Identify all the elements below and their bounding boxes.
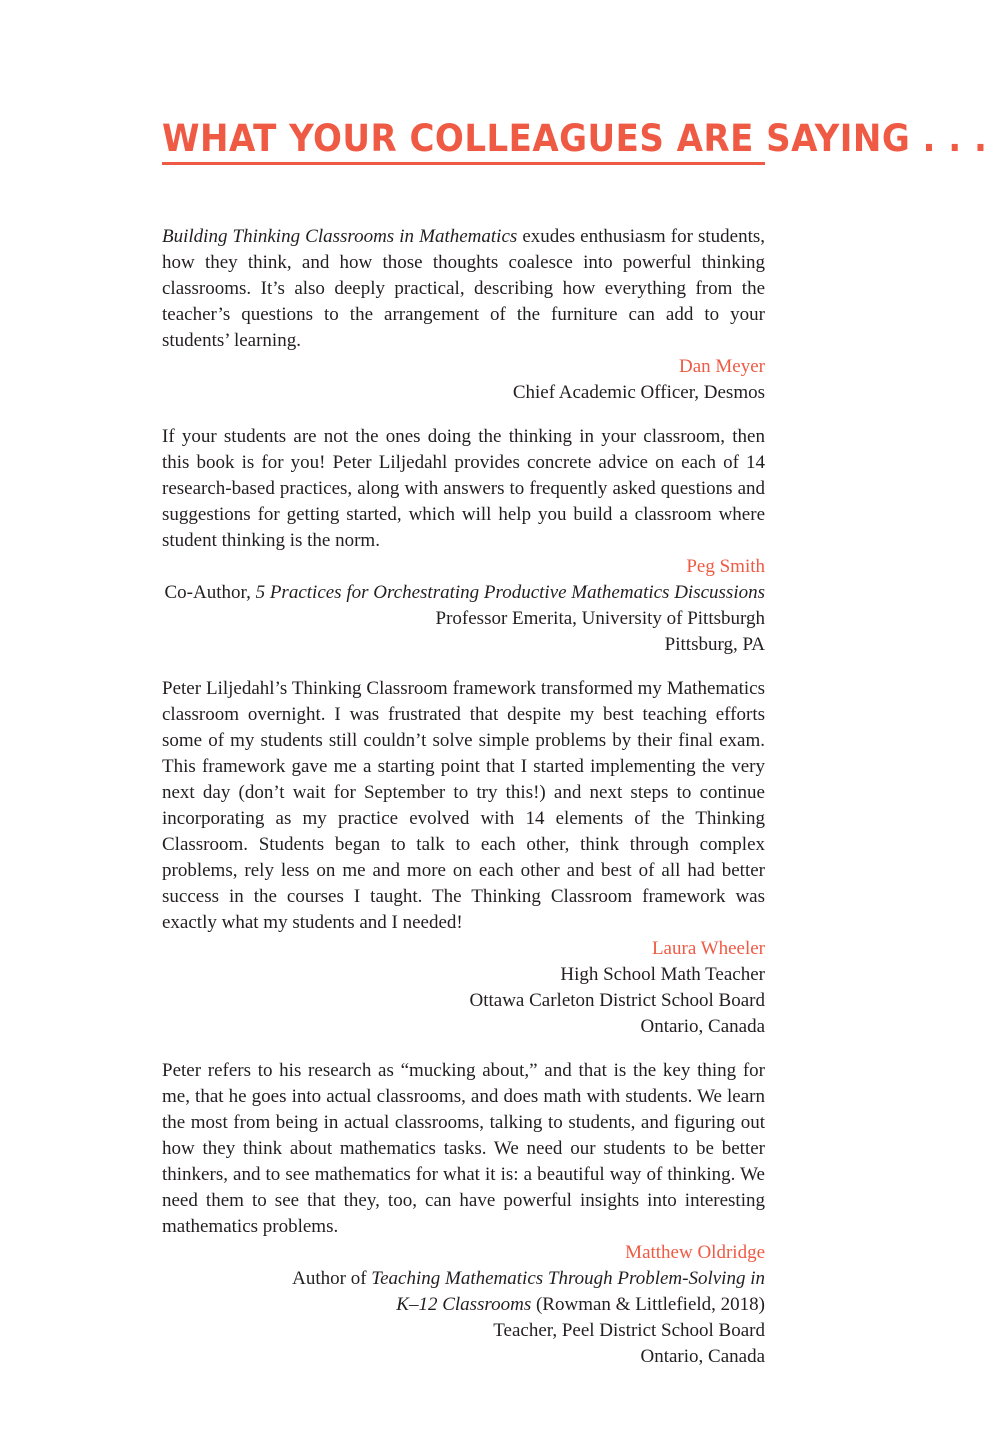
heading-underline bbox=[162, 162, 765, 165]
testimonial-author-location: Pittsburg, PA bbox=[664, 634, 765, 655]
testimonial-laura-wheeler bbox=[162, 676, 765, 1040]
testimonial-author-name: Peg Smith bbox=[686, 556, 765, 577]
page-heading: WHAT YOUR COLLEAGUES ARE SAYING . . . bbox=[162, 117, 988, 160]
testimonial-author-affiliation: Ottawa Carleton District School Board bbox=[469, 990, 765, 1011]
testimonial-author-role: High School Math Teacher bbox=[560, 964, 765, 985]
testimonial-author-affiliation: Professor Emerita, University of Pittsburgh bbox=[435, 608, 765, 629]
testimonial-author-name: Dan Meyer bbox=[679, 356, 765, 377]
testimonial-text: Peter Liljedahl’s Thinking Classroom framework transformed my Mathematics classroom overnight. I was frustrated that despite my best teaching efforts some of my students still couldn’t solve simple problems by their final exam. This framework gave me a starting point that I started implementing the very next day (don’t wait for September to try this!) and next steps to continue incorporating as my practice evolved with 14 elements of the Thinking Classroom. Students began to talk to each other, think through complex problems, rely less on me and more on each other and best of all had better success in the courses I taught. The Thinking Classroom framework was exactly what my students and I needed! bbox=[162, 678, 765, 933]
testimonial-author-name: Laura Wheeler bbox=[651, 938, 765, 959]
testimonial-author-role: Author of Teaching Mathematics Through Problem-Solving in bbox=[292, 1268, 765, 1289]
testimonial-text: Peter refers to his research as “mucking about,” and that is the key thing for me, that he goes into actual classrooms, and does math with students. We learn the most from being in actual classrooms, talking to students, and figuring out how they think about mathematics tasks. We need our students to be better thinkers, and to see mathematics for what it is: a beautiful way of thinking. We need them to see that they, too, can have powerful insights into interesting mathematics problems. bbox=[162, 1060, 765, 1237]
testimonial-author-role: Chief Academic Officer, Desmos bbox=[512, 382, 765, 403]
book-title: Building Thinking Classrooms in Mathematics bbox=[162, 226, 518, 247]
testimonial-author-location: Ontario, Canada bbox=[640, 1016, 765, 1037]
testimonial-peg-smith bbox=[162, 424, 765, 658]
testimonial-author-location: Ontario, Canada bbox=[640, 1346, 765, 1367]
testimonial-text: Building Thinking Classrooms in Mathematics exudes enthusiasm for students, how they think, and how those thoughts coalesce into powerful thinking classrooms. It’s also deeply practical, describing how everything from the teacher’s questions to the arrangement of the furniture can add to your students’ learning. bbox=[162, 226, 765, 351]
testimonial-text: If your students are not the ones doing the thinking in your classroom, then this book is for you! Peter Liljedahl provides concrete advice on each of 14 research-based practices, along with answers to frequently asked questions and suggestions for getting started, which will help you build a classroom where student thinking is the norm. bbox=[162, 426, 765, 551]
testimonial-author-affiliation: Teacher, Peel District School Board bbox=[493, 1320, 765, 1341]
testimonial-author-role-continued: K–12 Classrooms (Rowman & Littlefield, 2018) bbox=[396, 1294, 765, 1315]
testimonial-author-role: Co-Author, 5 Practices for Orchestrating Productive Mathematics Discussions bbox=[164, 582, 765, 603]
testimonial-matthew-oldridge bbox=[162, 1058, 765, 1370]
testimonial-dan-meyer bbox=[162, 224, 765, 406]
testimonial-author-name: Matthew Oldridge bbox=[625, 1242, 765, 1263]
testimonials-list bbox=[162, 224, 765, 1370]
